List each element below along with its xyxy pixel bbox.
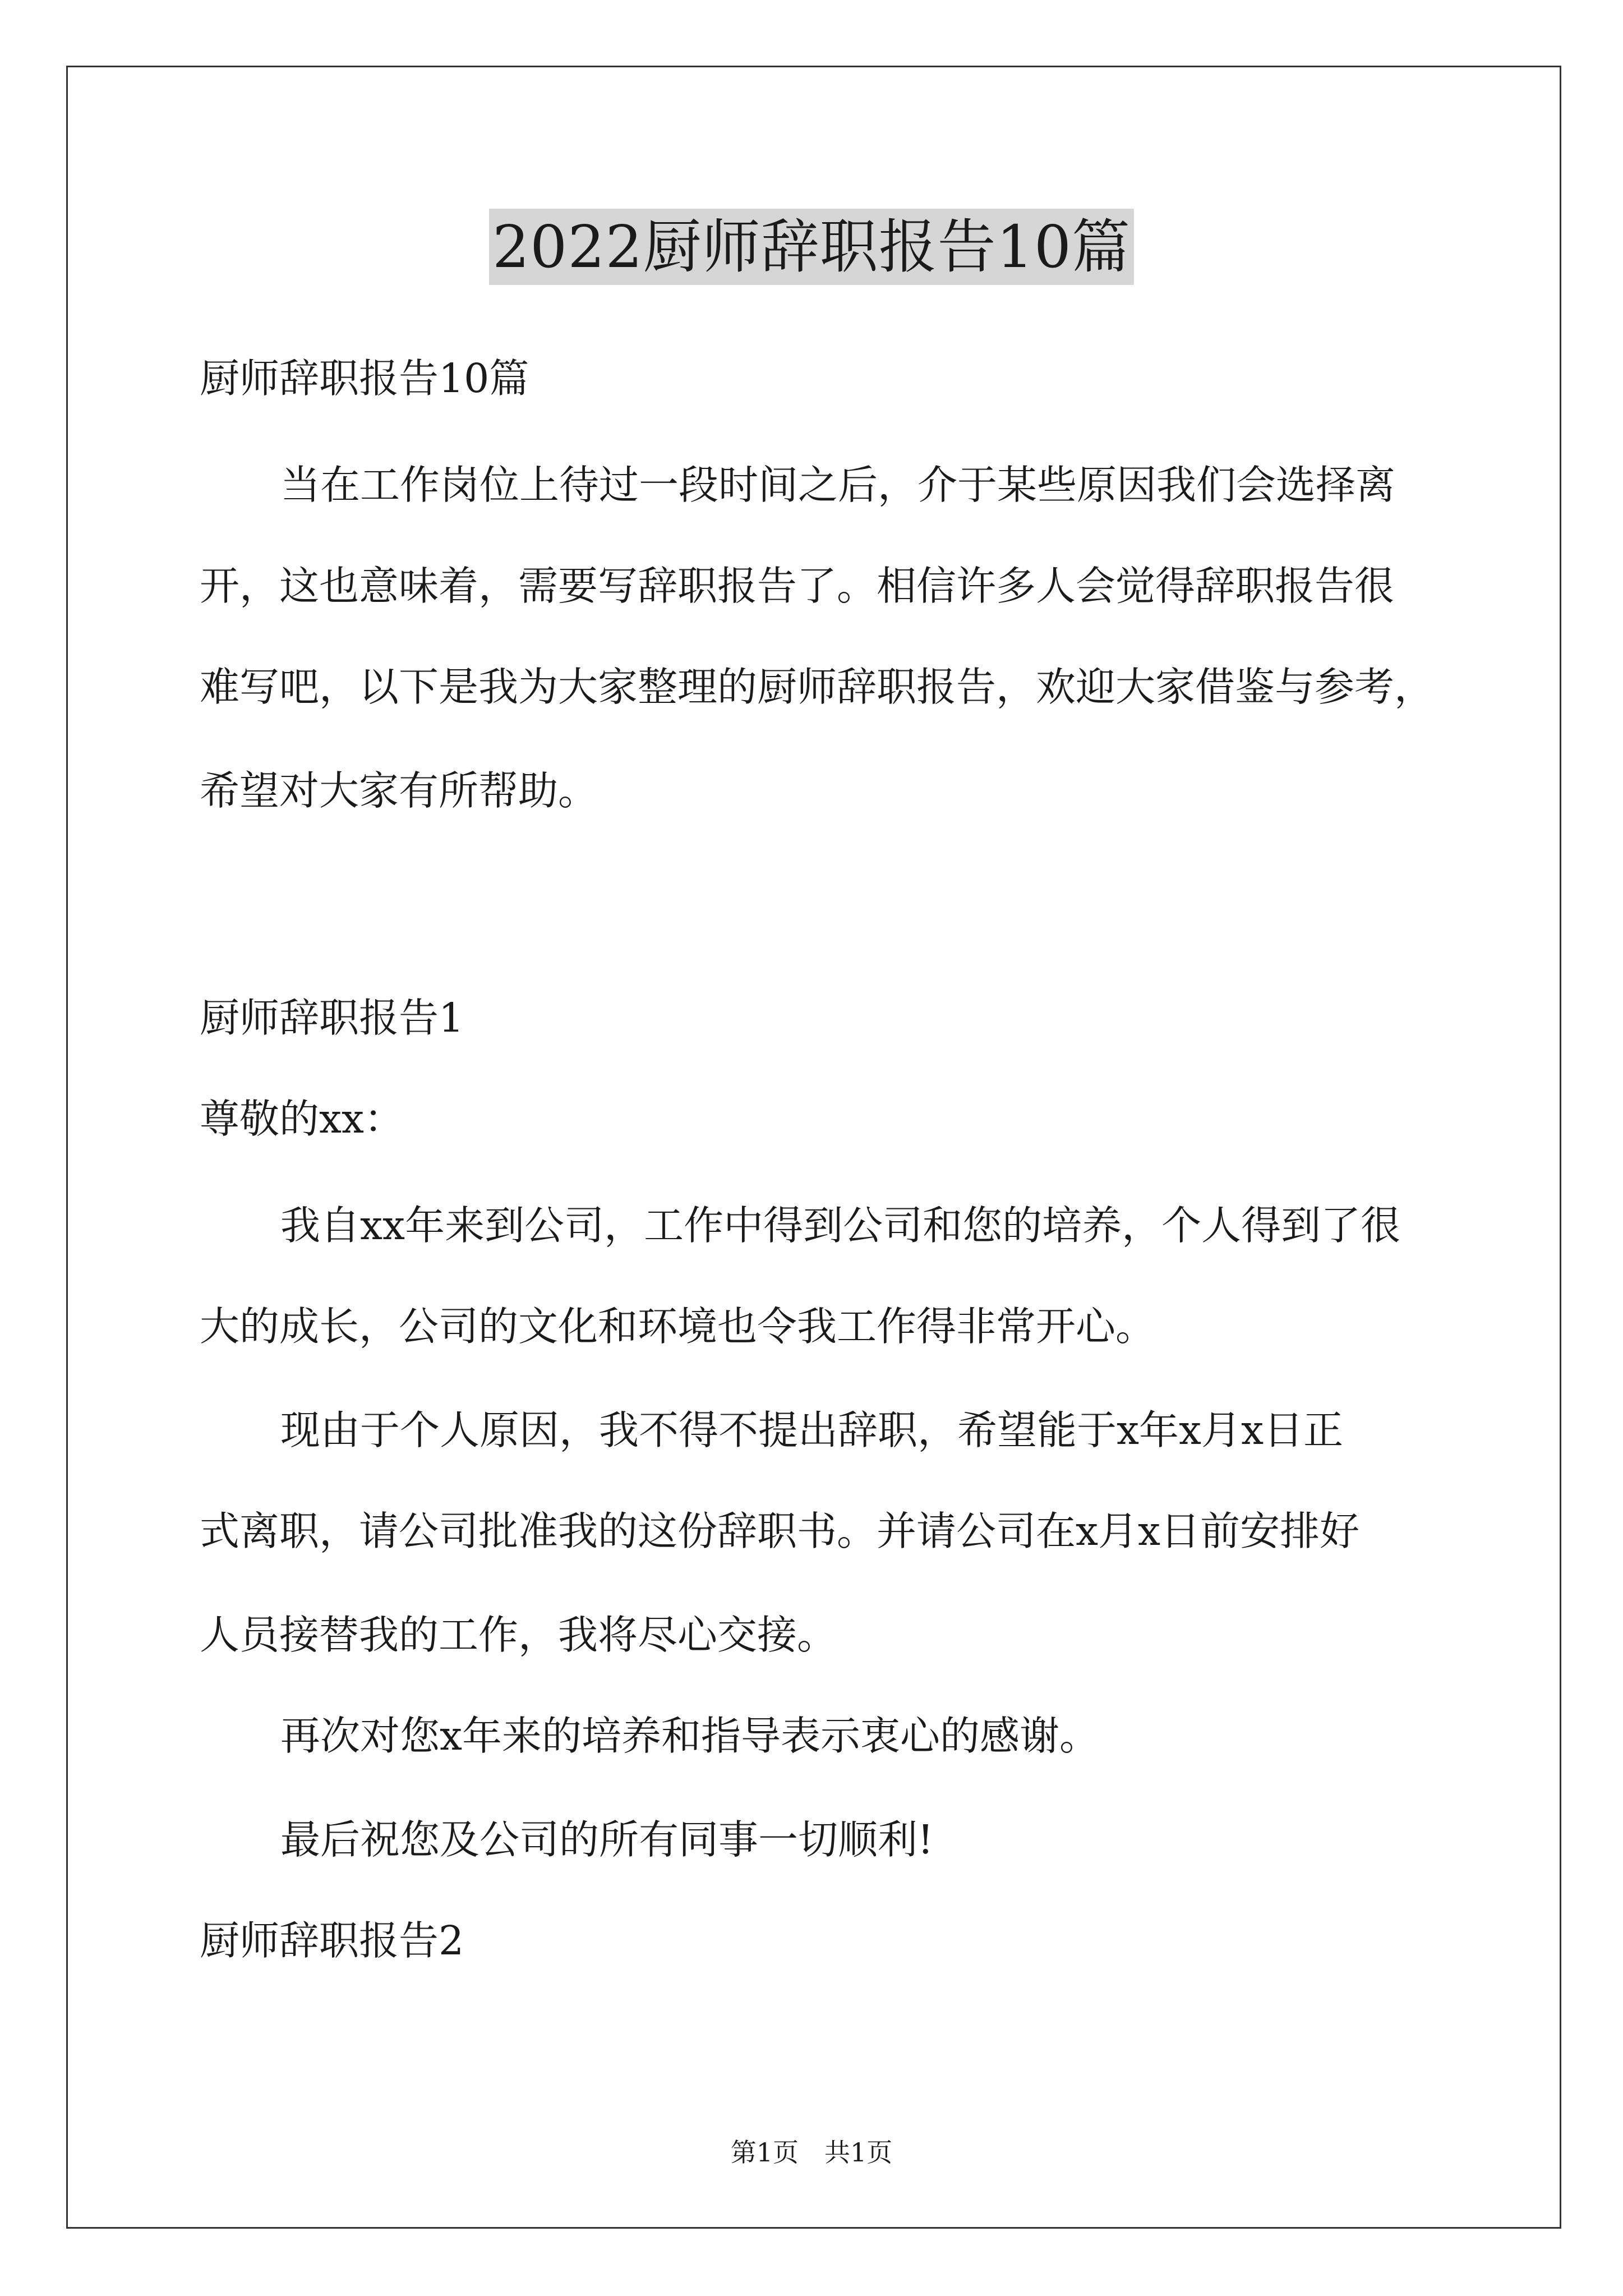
intro-paragraph-line: 开，这也意味着，需要写辞职报告了。相信许多人会觉得辞职报告很 bbox=[200, 563, 1395, 609]
page-footer: 第1页 共1页 bbox=[730, 2137, 893, 2168]
body-paragraph-line: 我自xx年来到公司，工作中得到公司和您的培养，个人得到了很 bbox=[280, 1202, 1401, 1249]
document-title: 2022厨师辞职报告10篇 bbox=[489, 209, 1134, 285]
section-heading-1: 厨师辞职报告1 bbox=[200, 995, 464, 1041]
body-paragraph-line: 现由于个人原因，我不得不提出辞职，希望能于x年x月x日正 bbox=[280, 1407, 1344, 1453]
salutation: 尊敬的xx： bbox=[200, 1096, 404, 1142]
section-heading-2: 厨师辞职报告2 bbox=[200, 1917, 464, 1964]
body-paragraph-line: 人员接替我的工作，我将尽心交接。 bbox=[200, 1612, 837, 1658]
body-paragraph-line: 式离职，请公司批准我的这份辞职书。并请公司在x月x日前安排好 bbox=[200, 1508, 1360, 1554]
intro-paragraph-line: 难写吧，以下是我为大家整理的厨师辞职报告，欢迎大家借鉴与参考， bbox=[200, 664, 1435, 710]
body-paragraph-line: 大的成长，公司的文化和环境也令我工作得非常开心。 bbox=[200, 1303, 1156, 1350]
title-container bbox=[0, 209, 1623, 285]
body-paragraph-line: 再次对您x年来的培养和指导表示衷心的感谢。 bbox=[280, 1713, 1100, 1759]
intro-paragraph-line: 当在工作岗位上待过一段时间之后，介于某些原因我们会选择离 bbox=[280, 462, 1396, 508]
subtitle-heading: 厨师辞职报告10篇 bbox=[200, 355, 529, 402]
intro-paragraph-line: 希望对大家有所帮助。 bbox=[200, 767, 598, 814]
body-paragraph-line: 最后祝您及公司的所有同事一切顺利! bbox=[280, 1816, 934, 1863]
